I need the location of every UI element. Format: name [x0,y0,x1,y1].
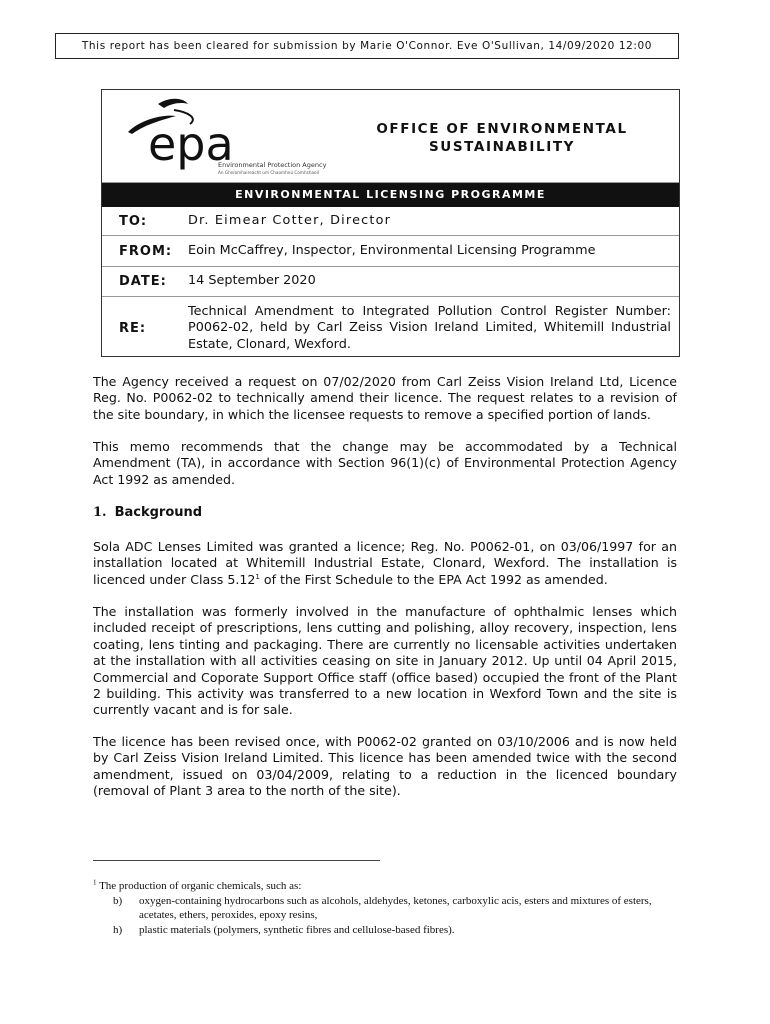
programme-bar: ENVIRONMENTAL LICENSING PROGRAMME [102,183,679,207]
office-title [372,120,632,156]
paragraph-licence-grant [93,539,677,588]
re-label: RE: [119,321,147,336]
paragraph-installation-history: The installation was formerly involved in the manufacture of ophthalmic lenses which included receipt of prescriptions, lens cutting and polishing, alloy recovery, inspection, lens coating, lens tinting and packaging. There are currently no licensable activities undertaken at the installation with all activities ceasing on site in January 2012. Up until 04 April 2015, Commercial and Coporate Support Office staff (office based) occupied the front of the Plant 2 building. This activity was transferred to a new location in Wexford Town and the site is currently vacant and is for sale. [93,604,677,718]
date-label: DATE: [119,274,167,289]
epa-logo [118,94,327,178]
paragraph-licence-revisions: The licence has been revised once, with P0062-02 granted on 03/10/2006 and is now held by Carl Zeiss Vision Ireland Limited. This licence has been amended twice with the second amendment, issued on 03/04/2009, relating to a reduction in the licenced boundary (removal of Plant 3 area to the north of the site). [93,734,677,799]
memo-row-from [102,236,679,267]
office-title-line2: SUSTAINABILITY [428,139,576,155]
footnote-item-h-marker: h) [113,923,123,936]
footnote-divider [93,860,380,861]
clearance-banner: This report has been cleared for submission by Marie O'Connor. Eve O'Sullivan, 14/09/2020 12:00 [55,33,679,59]
section-title: Background [114,505,203,520]
memo-row-to [102,207,679,236]
office-title-line1: OFFICE OF ENVIRONMENTAL [376,121,628,137]
re-value: Technical Amendment to Integrated Pollution Control Register Number: P0062-02, held by Carl Zeiss Vision Ireland Limited, Whitemill Industrial Estate, Clonard, Wexford. [188,303,671,352]
p3-text-after: of the First Schedule to the EPA Act 1992 as amended. [259,571,608,587]
logo-caption-english: Environmental Protection Agency [218,161,327,169]
to-label: TO: [119,213,148,229]
footnote-reference[interactable]: 1 [255,572,260,581]
to-value: Dr. Eimear Cotter, Director [188,212,392,228]
section-number: 1. [93,505,107,520]
paragraph-request: The Agency received a request on 07/02/2020 from Carl Zeiss Vision Ireland Ltd, Licence Reg. No. P0062-02 to technically amend their licence. The request relates to a revision of the site boundary, in which the licensee requests to remove a specified portion of lands. [93,374,677,422]
footnote-item-b-marker: b) [113,894,123,907]
from-value: Eoin McCaffrey, Inspector, Environmental Licensing Programme [188,242,596,258]
date-value: 14 September 2020 [188,273,316,289]
p3-text-before: Sola ADC Lenses Limited was granted a licence; Reg. No. P0062-01, on 03/06/1997 for an installation located at Whitemill Industrial Estate, Clonard, Wexford. The installation is licenced under Class 5.12 [93,539,677,587]
memo-row-re [102,297,679,360]
footnote-intro-text: The production of organic chemicals, such as: [99,880,302,892]
footnote-item-h [93,923,673,938]
letterhead [102,90,679,183]
footnote-item-b-text: oxygen-containing hydrocarbons such as alcohols, aldehydes, ketones, carboxylic acis, esters and mixtures of esters, acetates, ethers, peroxides, epoxy resins, [139,894,652,921]
section-heading-background [93,505,202,520]
logo-wordmark: epa [148,117,234,171]
footnote-item-b [93,894,673,923]
footnote-intro [93,879,673,894]
footnote-number: 1 [93,878,97,887]
memo-header-box [101,89,680,357]
footnote-item-h-text: plastic materials (polymers, synthetic fibres and cellulose-based fibres). [139,923,455,936]
from-label: FROM: [119,243,173,259]
logo-swoosh-top [158,99,188,108]
memo-row-date [102,267,679,297]
logo-caption-irish: An Ghníomhaireacht um Chaomhnú Comhshaoil [218,170,319,175]
paragraph-recommendation: This memo recommends that the change may be accommodated by a Technical Amendment (TA), in accordance with Section 96(1)(c) of Environmental Protection Agency Act 1992 as amended. [93,439,677,487]
footnotes [93,879,673,937]
